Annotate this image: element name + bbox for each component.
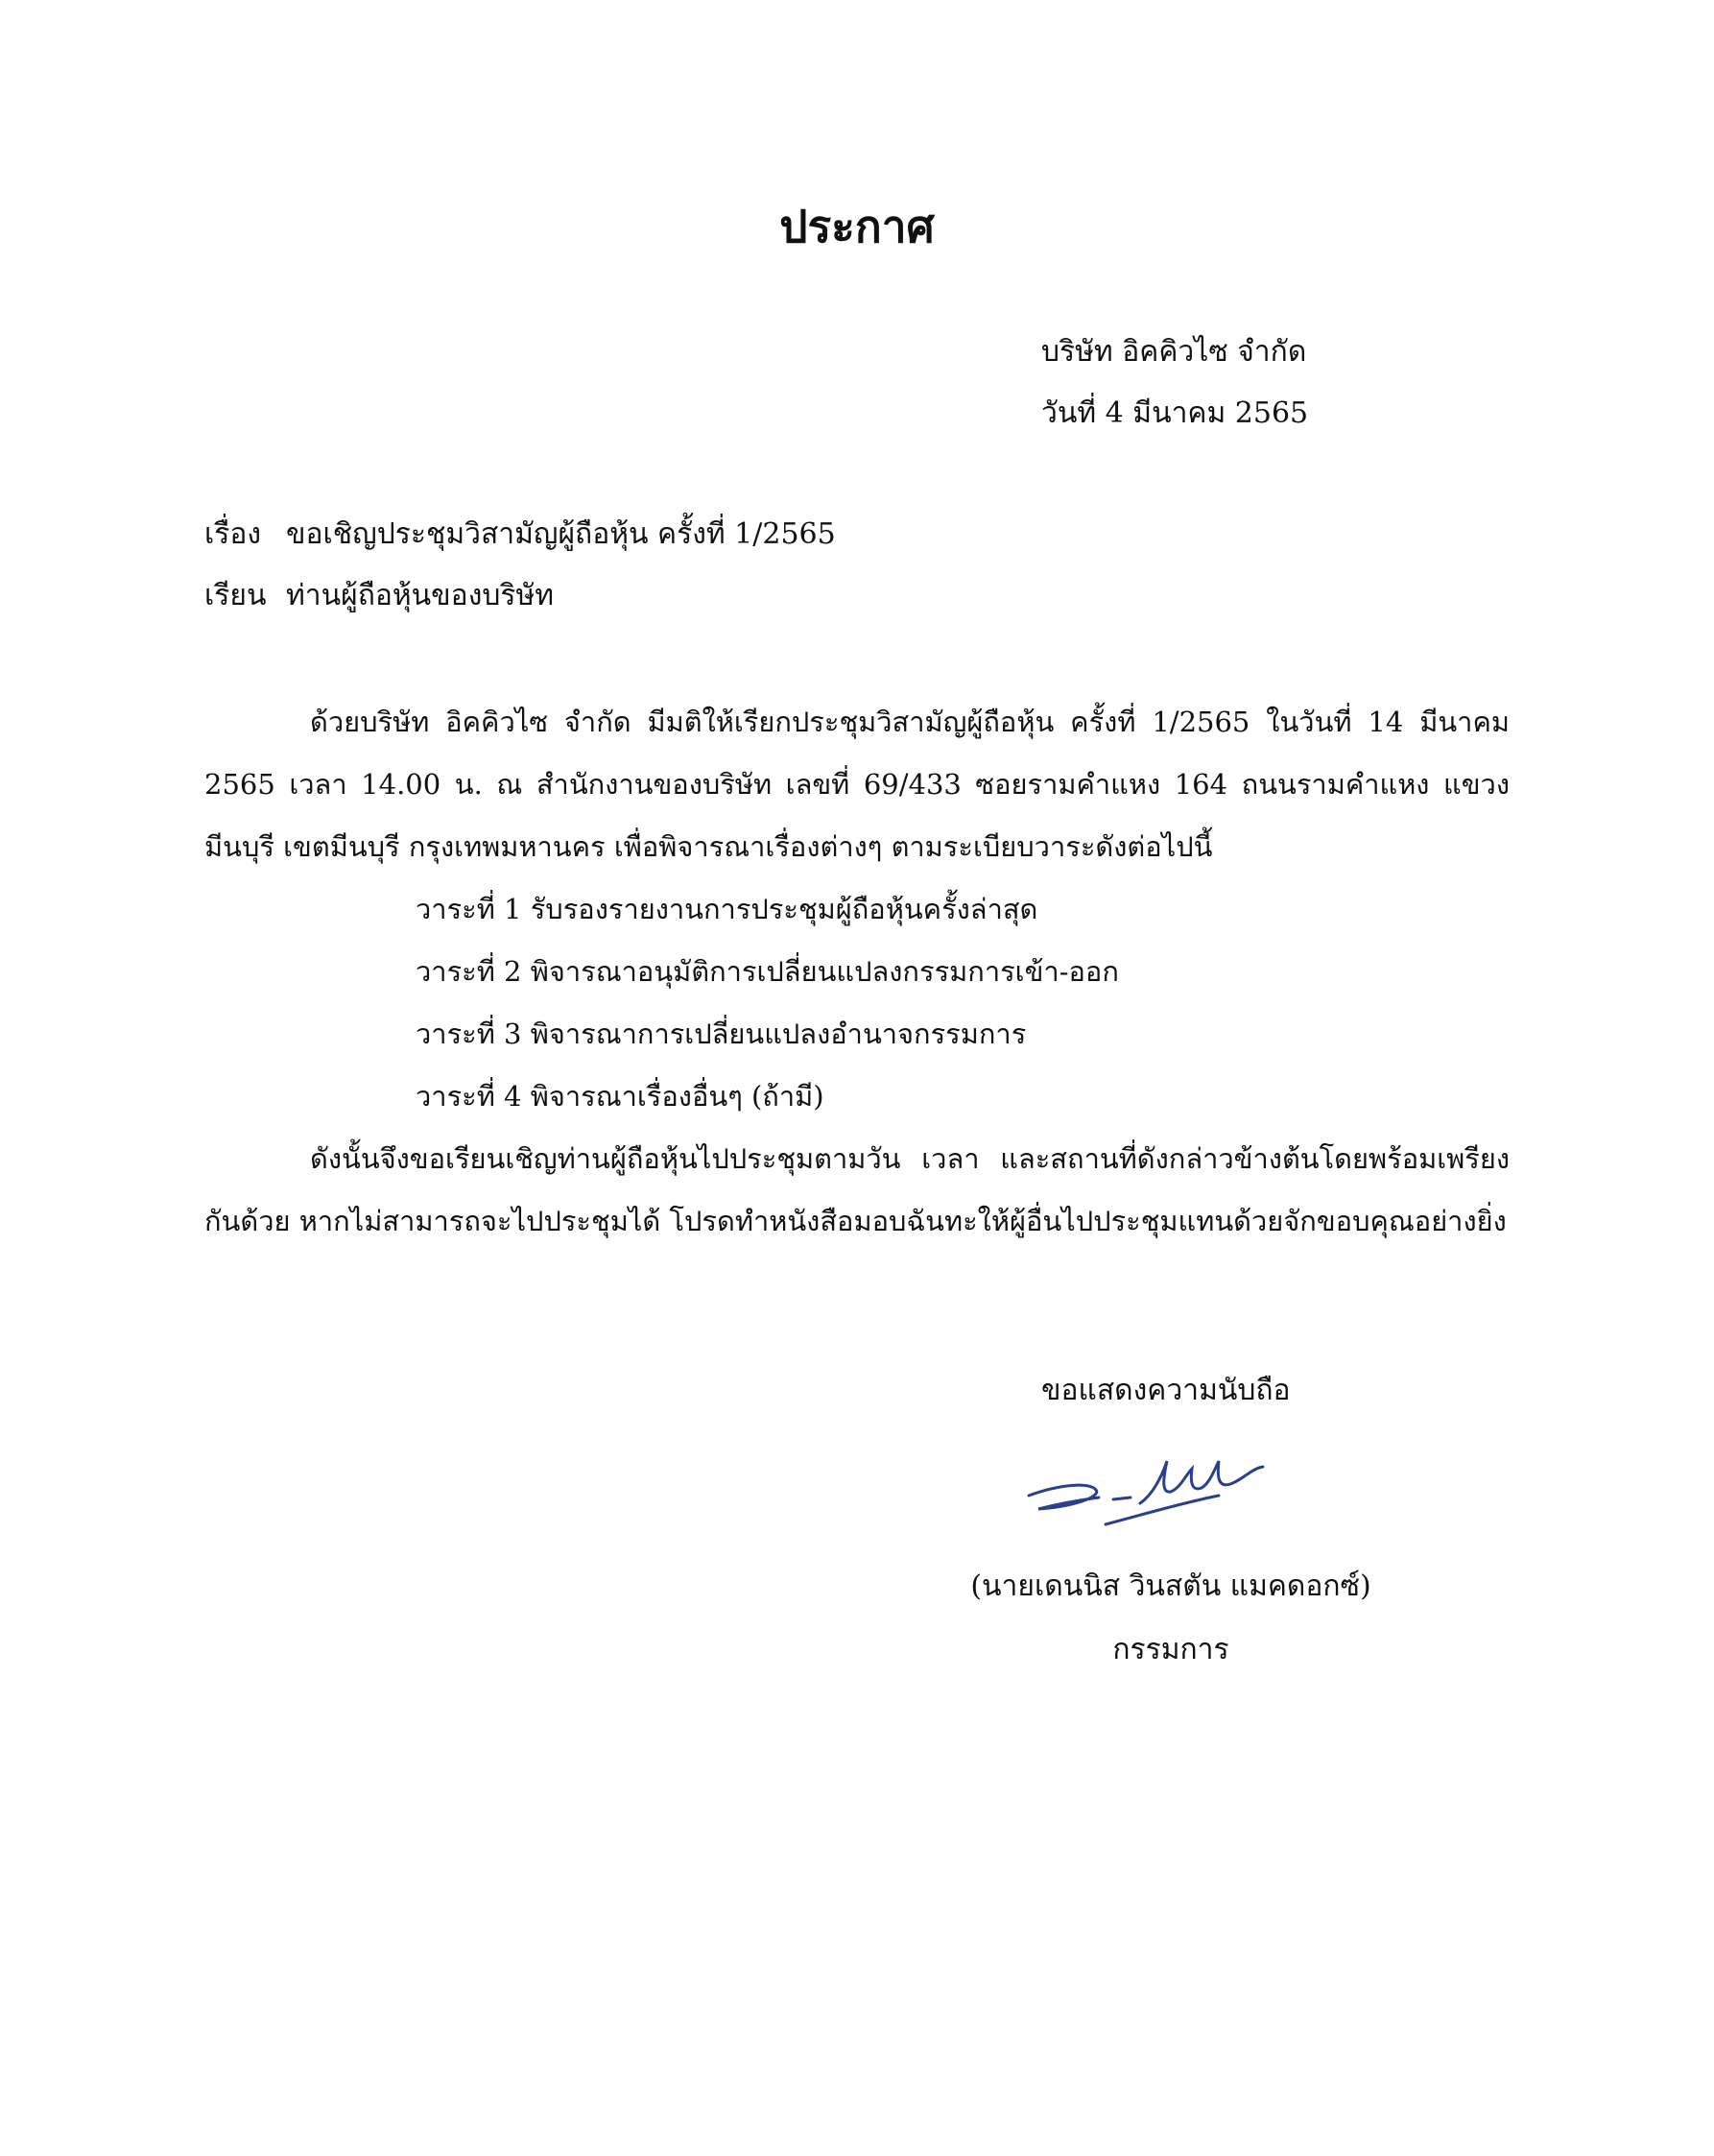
recipient-text: ท่านผู้ถือหุ้นของบริษัท: [286, 579, 555, 612]
closing-phrase: ขอแสดงความนับถือ: [1041, 1374, 1291, 1407]
agenda-item: วาระที่ 2 พิจารณาอนุมัติการเปลี่ยนแปลงกรรมการเข้า-ออก: [416, 955, 1119, 988]
recipient-label: เรียน: [204, 579, 267, 612]
subject-text: ขอเชิญประชุมวิสามัญผู้ถือหุ้น ครั้งที่ 1/2565: [286, 517, 836, 551]
issuer-block: [1041, 322, 1308, 444]
agenda-item: วาระที่ 1 รับรองรายงานการประชุมผู้ถือหุ้นครั้งล่าสุด: [416, 893, 1038, 925]
subject-line: [204, 504, 836, 565]
handwritten-signature: [1017, 1440, 1305, 1545]
signer-block: [969, 1555, 1372, 1682]
recipient-line: [204, 565, 836, 627]
agenda-item: วาระที่ 3 พิจารณาการเปลี่ยนแปลงอำนาจกรรมการ: [416, 1018, 1027, 1050]
company-name: บริษัท อิคคิวไซ จำกัด: [1041, 335, 1307, 369]
agenda-item: วาระที่ 4 พิจารณาเรื่องอื่นๆ (ถ้ามี): [416, 1080, 824, 1113]
letter-body: [204, 691, 1510, 1253]
conclusion-paragraph: ดังนั้นจึงขอเรียนเชิญท่านผู้ถือหุ้นไปประชุมตามวัน เวลา และสถานที่ดังกล่าวข้างต้นโดยพร้อมเพรียงกันด้วย หากไม่สามารถจะไปประชุมได้ โปรดทำหนังสือมอบฉันทะให้ผู้อื่นไปประชุมแทนด้วยจักขอบคุณอย่างยิ่ง: [204, 1142, 1510, 1237]
signer-title: กรรมการ: [1112, 1633, 1229, 1666]
subject-block: [204, 504, 836, 627]
signer-name: (นายเดนนิส วินสตัน แมคดอกซ์): [970, 1569, 1371, 1603]
intro-paragraph: ด้วยบริษัท อิคคิวไซ จำกัด มีมติให้เรียกประชุมวิสามัญผู้ถือหุ้น ครั้งที่ 1/2565 ในวันที่ 14 มีนาคม 2565 เวลา 14.00 น. ณ สำนักงานของบริษัท เลขที่ 69/433 ซอยรามคำแหง 164 ถนนรามคำแหง แขวงมีนบุรี เขตมีนบุรี กรุงเทพมหานคร เพื่อพิจารณาเรื่องต่างๆ ตามระเบียบวาระดังต่อไปนี้: [204, 706, 1510, 863]
agenda-list: [204, 878, 1510, 1128]
document-title: ประกาศ: [779, 201, 935, 252]
subject-label: เรื่อง: [204, 517, 262, 551]
announcement-date: วันที่ 4 มีนาคม 2565: [1041, 396, 1309, 430]
